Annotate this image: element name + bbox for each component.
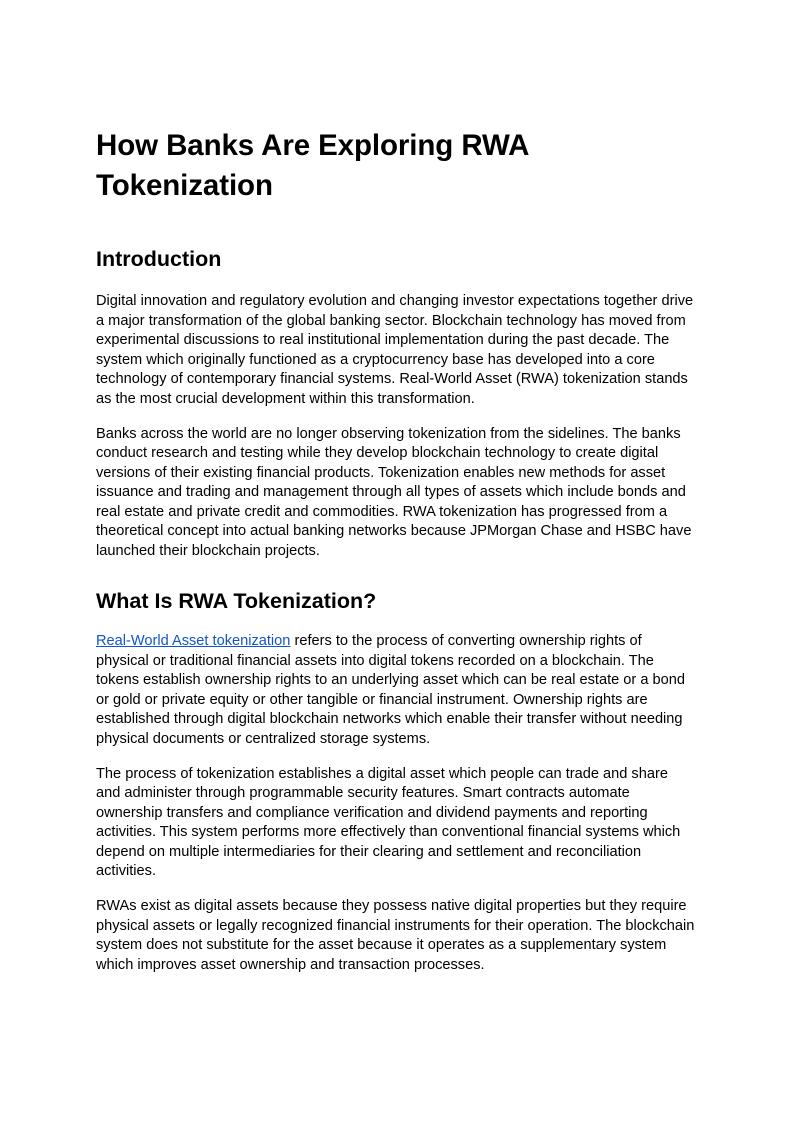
text-line: activities. <box>96 863 157 879</box>
section-heading-introduction: Introduction <box>96 247 222 271</box>
text-line: experimental discussions to real institutional implementation during the past decade. The <box>96 332 670 348</box>
text-line: physical assets or legally recognized financial instruments for their operation. The blockchain <box>96 917 695 934</box>
text-line: Digital innovation and regulatory evolution and changing investor expectations together drive <box>96 293 694 309</box>
text-line: a major transformation of the global banking sector. Blockchain technology has moved from <box>96 312 686 329</box>
document-title <box>96 126 702 206</box>
paragraph <box>96 425 702 562</box>
text-line: theoretical concept into actual banking networks because JPMorgan Chase and HSBC have <box>96 523 692 539</box>
text-line: issuance and trading and management through all types of assets which include bonds and <box>96 484 686 500</box>
text-line: launched their blockchain projects. <box>96 542 320 559</box>
text-line: system does not substitute for the asset because it operates as a supplementary system <box>96 937 667 953</box>
section-heading-what-is-rwa: What Is RWA Tokenization? <box>96 589 377 613</box>
text-line: established through digital blockchain networks which enable their transfer without needing <box>96 711 683 727</box>
text-line: RWAs exist as digital assets because they possess native digital properties but they require <box>96 898 687 914</box>
text-line: Banks across the world are no longer observing tokenization from the sidelines. The banks <box>96 425 681 442</box>
title-line: How Banks Are Exploring RWA <box>96 129 530 162</box>
text-line: technology of contemporary financial systems. Real-World Asset (RWA) tokenization stands <box>96 371 688 387</box>
text-line <box>96 632 702 652</box>
text-line: versions of their existing financial products. Tokenization enables new methods for asset <box>96 464 666 481</box>
text-line: system which originally functioned as a cryptocurrency base has developed into a core <box>96 351 655 368</box>
text-line: activities. This system performs more effectively than conventional financial systems which <box>96 824 681 840</box>
rwa-tokenization-link[interactable]: Real-World Asset tokenization <box>96 633 291 649</box>
text-line: real estate and private credit and commodities. RWA tokenization has progressed from a <box>96 503 668 520</box>
text-line: depend on multiple intermediaries for their clearing and settlement and reconciliation <box>96 843 642 860</box>
document-page <box>96 126 702 975</box>
text-line: physical documents or centralized storage systems. <box>96 730 431 747</box>
paragraph <box>96 897 702 975</box>
text-line: which improves asset ownership and transaction processes. <box>96 956 485 973</box>
text-line: The process of tokenization establishes a digital asset which people can trade and share <box>96 765 668 782</box>
paragraph <box>96 292 702 409</box>
text-line: or gold or private equity or other tangible or financial instrument. Ownership rights are <box>96 691 648 708</box>
text-line: as the most crucial development within this transformation. <box>96 390 475 407</box>
text-line: conduct research and testing while they develop blockchain technology to create digital <box>96 445 659 461</box>
text-line: ownership transfers and compliance verification and dividend payments and reporting <box>96 804 648 821</box>
title-line: Tokenization <box>96 169 273 202</box>
text-line: and administer through programmable security features. Smart contracts automate <box>96 785 630 801</box>
text-line: tokens establish ownership rights to an underlying asset which can be real estate or a bond <box>96 672 685 688</box>
text-line: physical or traditional financial assets into digital tokens recorded on a blockchain. The <box>96 652 654 669</box>
paragraph <box>96 765 702 882</box>
paragraph <box>96 632 702 749</box>
text-span: refers to the process of converting ownership rights of <box>290 633 642 649</box>
